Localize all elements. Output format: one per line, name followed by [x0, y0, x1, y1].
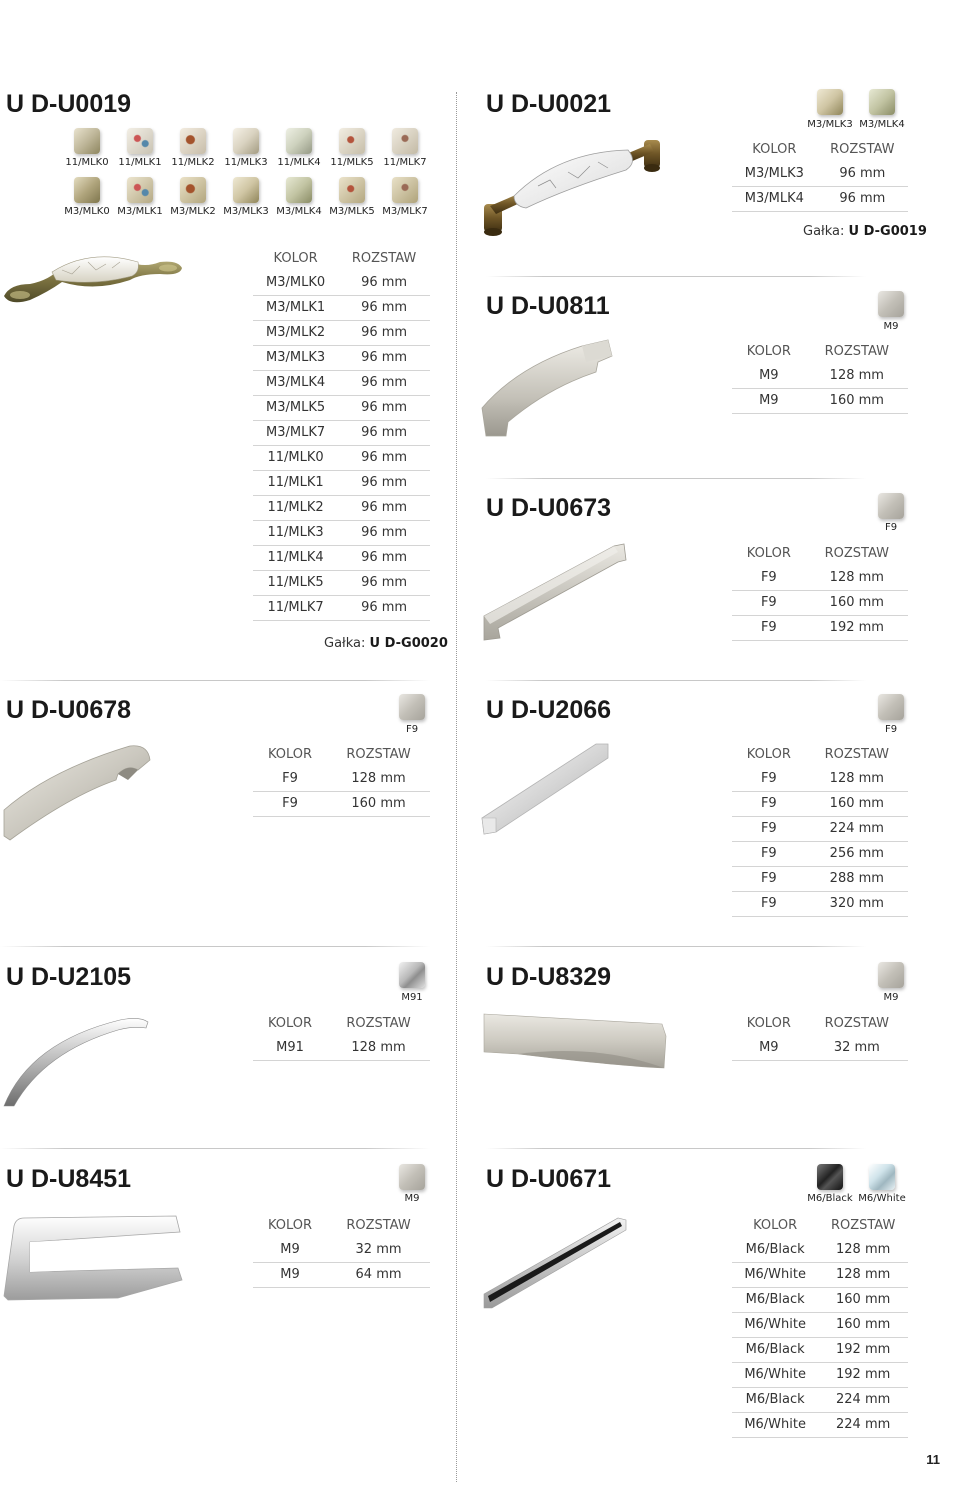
kolor-cell: 11/MLK0	[253, 445, 338, 470]
rozstaw-cell: 32 mm	[806, 1035, 908, 1060]
swatch-m3-mlk5	[339, 177, 365, 203]
col-header-kolor: KOLOR	[267, 1217, 313, 1233]
kolor-cell: M9	[253, 1237, 327, 1262]
table-row	[253, 445, 430, 470]
table-row	[732, 1237, 908, 1262]
rozstaw-cell: 160 mm	[818, 1287, 908, 1312]
kolor-cell: M6/Black	[732, 1287, 818, 1312]
galka-note	[803, 224, 927, 239]
rozstaw-cell: 96 mm	[338, 270, 430, 295]
swatch-m6-white	[869, 1164, 895, 1190]
kolor-cell: 11/MLK3	[253, 520, 338, 545]
table-row	[732, 1362, 908, 1387]
swatch-label: 11/MLK5	[330, 157, 374, 168]
table-row	[253, 1262, 430, 1287]
swatch-label: M6/White	[858, 1193, 906, 1204]
section-separator	[486, 946, 866, 947]
galka-code: U D-G0020	[369, 636, 448, 651]
rozstaw-cell: 224 mm	[818, 1387, 908, 1412]
col-header-rozstaw: ROZSTAW	[351, 250, 417, 266]
kolor-cell: 11/MLK5	[253, 570, 338, 595]
kolor-cell: F9	[732, 816, 806, 841]
table-row	[253, 270, 430, 295]
table-row	[253, 1237, 430, 1262]
product-title: U D-U0019	[6, 90, 132, 118]
table-row	[732, 1287, 908, 1312]
swatch-m3-mlk7	[392, 177, 418, 203]
column-divider	[456, 92, 457, 1482]
kolor-cell: M3/MLK5	[253, 395, 338, 420]
product-title: U D-U8451	[6, 1165, 132, 1193]
table-row	[253, 791, 430, 816]
product-title: U D-U2066	[486, 696, 612, 724]
kolor-cell: M9	[732, 388, 806, 413]
col-header-kolor: KOLOR	[267, 1015, 313, 1031]
table-row	[253, 545, 430, 570]
table-row	[253, 595, 430, 620]
section-separator	[0, 946, 430, 947]
swatch-m3-mlk1	[127, 177, 153, 203]
section-separator	[0, 1148, 430, 1149]
handle-u0678-image	[0, 740, 160, 846]
table-row	[732, 1387, 908, 1412]
kolor-cell: F9	[732, 841, 806, 866]
swatch-label: M3/MLK3	[807, 119, 853, 130]
col-header-kolor: KOLOR	[746, 1015, 791, 1031]
table-row	[253, 345, 430, 370]
rozstaw-cell: 128 mm	[806, 363, 908, 388]
kolor-cell: F9	[732, 565, 806, 590]
table-row	[732, 590, 908, 615]
swatch-label: M3/MLK4	[276, 206, 322, 217]
col-header-kolor: KOLOR	[753, 1217, 798, 1233]
page-number: 11	[926, 1452, 940, 1467]
rozstaw-cell: 96 mm	[817, 186, 908, 211]
swatch-label: 11/MLK3	[224, 157, 268, 168]
rozstaw-cell: 96 mm	[338, 545, 430, 570]
kolor-cell: M9	[732, 363, 806, 388]
product-title: U D-U0811	[486, 292, 610, 320]
table-row	[732, 866, 908, 891]
rozstaw-cell: 192 mm	[818, 1362, 908, 1387]
rozstaw-cell: 128 mm	[327, 1035, 430, 1060]
handle-u2105-image	[0, 1012, 152, 1112]
swatch-m3-mlk3	[233, 177, 259, 203]
col-header-rozstaw: ROZSTAW	[346, 1217, 411, 1233]
rozstaw-cell: 256 mm	[806, 841, 908, 866]
spec-table-u0811	[732, 339, 908, 414]
rozstaw-cell: 128 mm	[327, 766, 430, 791]
product-title: U D-U0021	[486, 90, 612, 118]
rozstaw-cell: 96 mm	[338, 420, 430, 445]
col-header-kolor: KOLOR	[752, 141, 797, 157]
rozstaw-cell: 96 mm	[338, 495, 430, 520]
kolor-cell: F9	[253, 766, 327, 791]
rozstaw-cell: 96 mm	[338, 395, 430, 420]
rozstaw-cell: 128 mm	[806, 565, 908, 590]
swatch-f9	[878, 493, 904, 519]
handle-u2066-image	[478, 740, 614, 844]
rozstaw-cell: 64 mm	[327, 1262, 430, 1287]
swatch-label: M9	[883, 321, 899, 332]
section-separator	[0, 680, 430, 681]
table-row	[732, 791, 908, 816]
kolor-cell: M3/MLK4	[732, 186, 817, 211]
rozstaw-cell: 192 mm	[818, 1337, 908, 1362]
swatch-label: F9	[405, 724, 419, 735]
table-row	[732, 1262, 908, 1287]
swatch-m3-mlk2	[180, 177, 206, 203]
kolor-cell: M91	[253, 1035, 327, 1060]
rozstaw-cell: 224 mm	[806, 816, 908, 841]
swatch-m3-mlk4	[286, 177, 312, 203]
swatch-label: M3/MLK5	[329, 206, 375, 217]
col-header-rozstaw: ROZSTAW	[830, 141, 895, 157]
swatch-m9	[399, 1164, 425, 1190]
kolor-cell: M3/MLK7	[253, 420, 338, 445]
col-header-rozstaw: ROZSTAW	[830, 1217, 896, 1233]
rozstaw-cell: 96 mm	[338, 370, 430, 395]
col-header-rozstaw: ROZSTAW	[824, 343, 890, 359]
col-header-rozstaw: ROZSTAW	[824, 545, 890, 561]
spec-table-u0671	[732, 1213, 908, 1438]
table-row	[253, 320, 430, 345]
swatch-label: M91	[401, 992, 423, 1003]
swatch-11-mlk0	[74, 128, 100, 154]
kolor-cell: M9	[732, 1035, 806, 1060]
rozstaw-cell: 96 mm	[338, 345, 430, 370]
handle-u0021-image	[478, 132, 668, 242]
kolor-cell: F9	[732, 615, 806, 640]
kolor-cell: 11/MLK4	[253, 545, 338, 570]
kolor-cell: 11/MLK1	[253, 470, 338, 495]
table-row	[732, 766, 908, 791]
swatch-label: F9	[884, 724, 898, 735]
rozstaw-cell: 160 mm	[818, 1312, 908, 1337]
kolor-cell: 11/MLK2	[253, 495, 338, 520]
table-row	[253, 420, 430, 445]
rozstaw-cell: 128 mm	[806, 766, 908, 791]
table-row	[253, 766, 430, 791]
col-header-rozstaw: ROZSTAW	[346, 1015, 411, 1031]
table-row	[732, 161, 908, 186]
table-row	[253, 370, 430, 395]
table-row	[253, 470, 430, 495]
galka-note	[324, 636, 448, 651]
swatch-label: F9	[884, 522, 898, 533]
rozstaw-cell: 96 mm	[338, 595, 430, 620]
swatch-11-mlk5	[339, 128, 365, 154]
swatch-11-mlk4	[286, 128, 312, 154]
section-separator	[486, 478, 866, 479]
table-row	[732, 1337, 908, 1362]
kolor-cell: M6/White	[732, 1312, 818, 1337]
swatch-label: M3/MLK7	[382, 206, 428, 217]
col-header-rozstaw: ROZSTAW	[824, 746, 890, 762]
handle-u0019-image	[0, 240, 190, 320]
swatch-m3-mlk4	[869, 89, 895, 115]
table-row	[732, 816, 908, 841]
swatch-11-mlk1	[127, 128, 153, 154]
rozstaw-cell: 96 mm	[817, 161, 908, 186]
spec-table-u0021	[732, 137, 908, 212]
swatch-label: M3/MLK2	[170, 206, 216, 217]
rozstaw-cell: 192 mm	[806, 615, 908, 640]
product-title: U D-U0678	[6, 696, 132, 724]
swatch-11-mlk7	[392, 128, 418, 154]
table-row	[253, 570, 430, 595]
table-row	[253, 395, 430, 420]
kolor-cell: M6/Black	[732, 1237, 818, 1262]
table-row	[732, 565, 908, 590]
kolor-cell: M6/White	[732, 1262, 818, 1287]
product-title: U D-U2105	[6, 963, 132, 991]
swatch-label: M9	[883, 992, 899, 1003]
handle-u0673-image	[478, 538, 630, 644]
spec-table-u2066	[732, 742, 908, 917]
kolor-cell: F9	[732, 766, 806, 791]
swatch-f9	[399, 694, 425, 720]
rozstaw-cell: 96 mm	[338, 295, 430, 320]
rozstaw-cell: 288 mm	[806, 866, 908, 891]
spec-table-u0673	[732, 541, 908, 641]
section-separator	[486, 276, 866, 277]
kolor-cell: M3/MLK3	[732, 161, 817, 186]
swatch-label: 11/MLK0	[65, 157, 109, 168]
table-row	[253, 1035, 430, 1060]
swatch-label: M9	[404, 1193, 420, 1204]
handle-u0811-image	[478, 336, 618, 444]
rozstaw-cell: 160 mm	[806, 388, 908, 413]
rozstaw-cell: 160 mm	[806, 590, 908, 615]
col-header-rozstaw: ROZSTAW	[346, 746, 411, 762]
rozstaw-cell: 96 mm	[338, 320, 430, 345]
table-row	[732, 1035, 908, 1060]
rozstaw-cell: 160 mm	[806, 791, 908, 816]
spec-table-u0019	[253, 246, 430, 621]
swatch-m91	[399, 962, 425, 988]
rozstaw-cell: 224 mm	[818, 1412, 908, 1437]
kolor-cell: M3/MLK0	[253, 270, 338, 295]
swatch-label: M3/MLK1	[117, 206, 163, 217]
galka-label: Gałka:	[803, 224, 845, 239]
swatch-m3-mlk0	[74, 177, 100, 203]
table-row	[253, 295, 430, 320]
kolor-cell: F9	[732, 590, 806, 615]
kolor-cell: M6/White	[732, 1412, 818, 1437]
swatch-label: M3/MLK3	[223, 206, 269, 217]
rozstaw-cell: 96 mm	[338, 570, 430, 595]
rozstaw-cell: 96 mm	[338, 445, 430, 470]
product-title: U D-U0671	[486, 1165, 612, 1193]
kolor-cell: 11/MLK7	[253, 595, 338, 620]
table-row	[732, 841, 908, 866]
product-title: U D-U0673	[486, 494, 612, 522]
table-row	[732, 388, 908, 413]
kolor-cell: M6/Black	[732, 1387, 818, 1412]
rozstaw-cell: 128 mm	[818, 1262, 908, 1287]
swatch-label: M3/MLK4	[859, 119, 905, 130]
swatch-label: M3/MLK0	[64, 206, 110, 217]
rozstaw-cell: 96 mm	[338, 520, 430, 545]
galka-label: Gałka:	[324, 636, 366, 651]
handle-u0671-image	[478, 1212, 630, 1316]
handle-u8329-image	[478, 1010, 670, 1072]
table-row	[253, 520, 430, 545]
section-separator	[486, 1148, 866, 1149]
table-row	[732, 891, 908, 916]
swatch-label: 11/MLK4	[277, 157, 321, 168]
spec-table-u8329	[732, 1011, 908, 1061]
rozstaw-cell: 320 mm	[806, 891, 908, 916]
col-header-kolor: KOLOR	[746, 545, 791, 561]
swatch-11-mlk2	[180, 128, 206, 154]
swatch-m6-black	[817, 1164, 843, 1190]
swatch-label: 11/MLK1	[118, 157, 162, 168]
swatch-label: M6/Black	[807, 1193, 853, 1204]
kolor-cell: M6/White	[732, 1362, 818, 1387]
swatch-m9	[878, 962, 904, 988]
swatch-m3-mlk3	[817, 89, 843, 115]
product-title: U D-U8329	[486, 963, 612, 991]
table-row	[732, 186, 908, 211]
swatch-11-mlk3	[233, 128, 259, 154]
table-row	[253, 495, 430, 520]
rozstaw-cell: 96 mm	[338, 470, 430, 495]
spec-table-u2105	[253, 1011, 430, 1061]
col-header-kolor: KOLOR	[746, 343, 791, 359]
table-row	[732, 1312, 908, 1337]
rozstaw-cell: 128 mm	[818, 1237, 908, 1262]
table-row	[732, 615, 908, 640]
kolor-cell: M6/Black	[732, 1337, 818, 1362]
table-row	[732, 1412, 908, 1437]
rozstaw-cell: 160 mm	[327, 791, 430, 816]
swatch-label: 11/MLK7	[383, 157, 427, 168]
kolor-cell: F9	[253, 791, 327, 816]
kolor-cell: M3/MLK4	[253, 370, 338, 395]
col-header-rozstaw: ROZSTAW	[824, 1015, 890, 1031]
handle-u8451-image	[0, 1212, 186, 1304]
spec-table-u8451	[253, 1213, 430, 1288]
kolor-cell: M3/MLK2	[253, 320, 338, 345]
col-header-kolor: KOLOR	[746, 746, 791, 762]
kolor-cell: M9	[253, 1262, 327, 1287]
swatch-m9	[878, 291, 904, 317]
table-row	[732, 363, 908, 388]
kolor-cell: M3/MLK1	[253, 295, 338, 320]
spec-table-u0678	[253, 742, 430, 817]
swatch-f9	[878, 694, 904, 720]
swatch-label: 11/MLK2	[171, 157, 215, 168]
kolor-cell: F9	[732, 891, 806, 916]
col-header-kolor: KOLOR	[273, 250, 318, 266]
kolor-cell: F9	[732, 866, 806, 891]
kolor-cell: F9	[732, 791, 806, 816]
section-separator	[486, 680, 866, 681]
galka-code: U D-G0019	[848, 224, 927, 239]
rozstaw-cell: 32 mm	[327, 1237, 430, 1262]
col-header-kolor: KOLOR	[267, 746, 313, 762]
kolor-cell: M3/MLK3	[253, 345, 338, 370]
